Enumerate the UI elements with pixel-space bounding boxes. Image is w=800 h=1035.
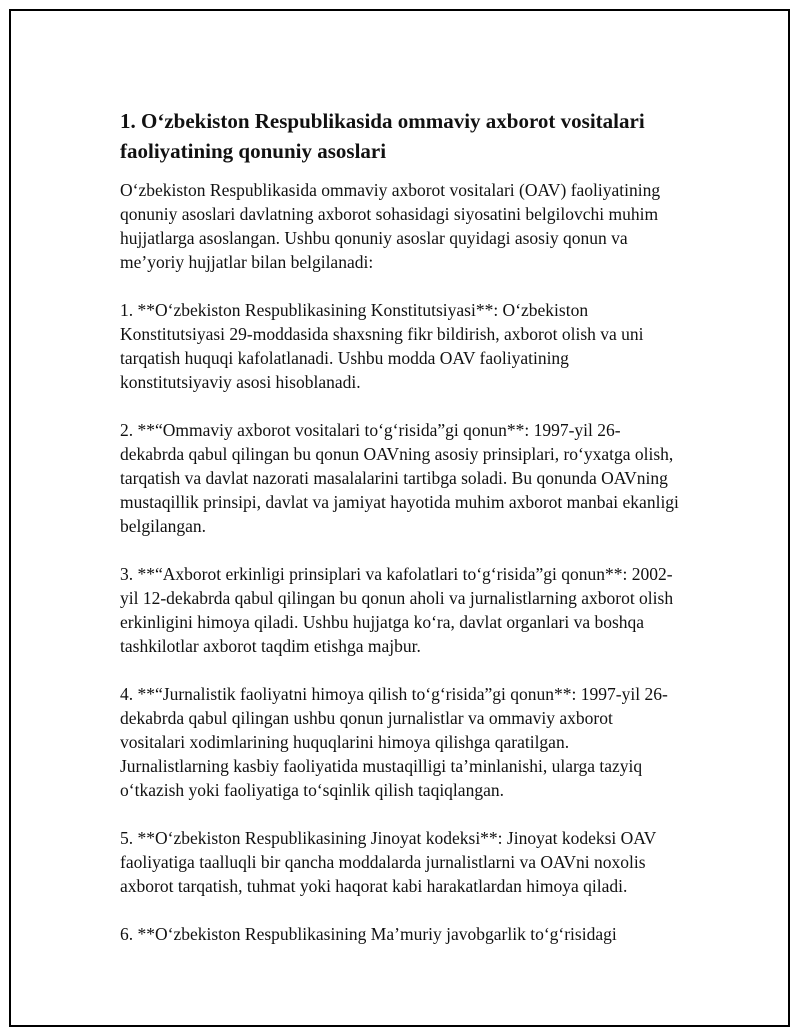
- list-item-information-freedom-law: 3. **“Axborot erkinligi prinsiplari va kafolatlari to‘g‘risida”gi qonun**: 2002-yil 12-dekabrda qabul qilingan bu qonun aholi va jurnalistlarning axborot olish erkinligini himoya qiladi. Ushbu hujjatga ko‘ra, davlat organlari va boshqa tashkilotlar axborot taqdim etishga majbur.: [120, 564, 674, 656]
- page-frame: [9, 9, 790, 1027]
- list-item-administrative-code: 6. **O‘zbekiston Respublikasining Ma’muriy javobgarlik to‘g‘risidagi: [120, 924, 617, 944]
- document-body: [120, 106, 680, 970]
- list-item-constitution: 1. **O‘zbekiston Respublikasining Konstitutsiyasi**: O‘zbekiston Konstitutsiyasi 29-moddasida shaxsning fikr bildirish, axborot olish va uni tarqatish huquqi kafolatlanadi. Ushbu modda OAV faoliyatining konstitutsiyaviy asosi hisoblanadi.: [120, 300, 644, 392]
- list-item-criminal-code: 5. **O‘zbekiston Respublikasining Jinoyat kodeksi**: Jinoyat kodeksi OAV faoliyatiga taalluqli bir qancha moddalarda jurnalistlarni va OAVni noxolis axborot tarqatish, tuhmat yoki haqorat kabi harakatlardan himoya qiladi.: [120, 828, 656, 896]
- list-item-media-law: 2. **“Ommaviy axborot vositalari to‘g‘risida”gi qonun**: 1997-yil 26-dekabrda qabul qilingan bu qonun OAVning asosiy prinsiplari, ro‘yxatga olish, tarqatish va davlat nazorati masalalarini tartibga soladi. Bu qonunda OAVning mustaqillik prinsipi, davlat va jamiyat hayotida muhim axborot manbai ekanligi belgilangan.: [120, 420, 679, 536]
- intro-paragraph: O‘zbekiston Respublikasida ommaviy axborot vositalari (OAV) faoliyatining qonuniy asoslari davlatning axborot sohasidagi siyosatini belgilovchi muhim hujjatlarga asoslangan. Ushbu qonuniy asoslar quyidagi asosiy qonun va me’yoriy hujjatlar bilan belgilanadi:: [120, 180, 661, 272]
- section-heading: 1. O‘zbekiston Respublikasida ommaviy axborot vositalari faoliyatining qonuniy asoslari: [120, 109, 645, 163]
- list-item-journalist-protection-law: 4. **“Jurnalistik faoliyatni himoya qilish to‘g‘risida”gi qonun**: 1997-yil 26-dekabrda qabul qilingan ushbu qonun jurnalistlar va ommaviy axborot vositalari xodimlarining huquqlarini himoya qilishga qaratilgan. Jurnalistlarning kasbiy faoliyatida mustaqilligi ta’minlanishi, ularga tazyiq o‘tkazish yoki faoliyatiga to‘sqinlik qilish taqiqlangan.: [120, 684, 668, 800]
